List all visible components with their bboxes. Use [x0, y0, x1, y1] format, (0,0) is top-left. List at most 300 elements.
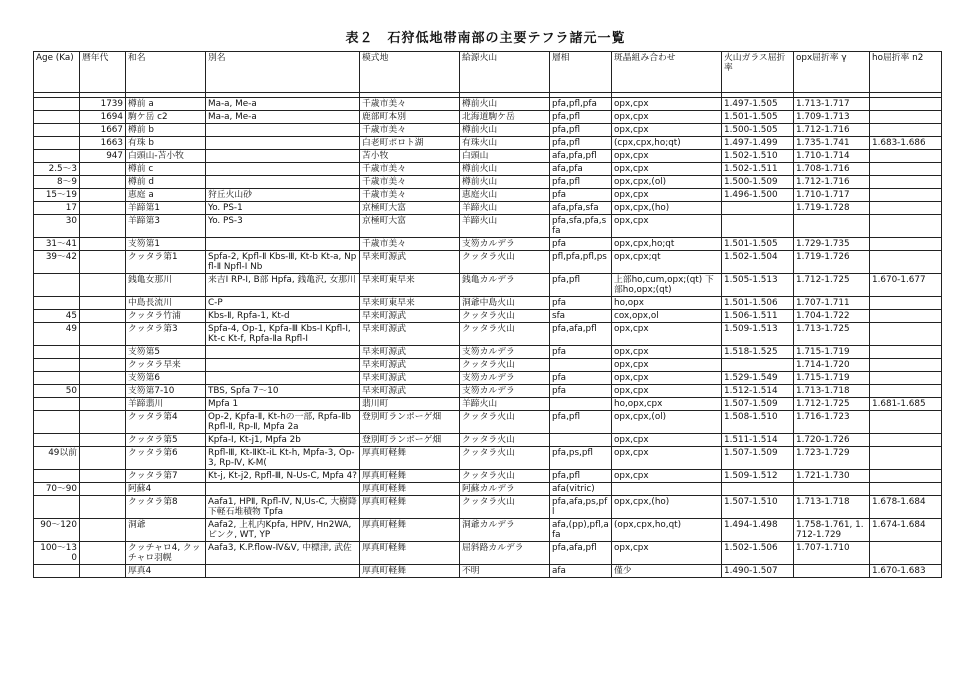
cell-calendar [80, 411, 126, 434]
cell-phenocryst: 僅少 [612, 565, 722, 578]
cell-type-locality: 白老町ポロト湖 [360, 137, 460, 150]
cell-facies: afa,pfa,sfa [550, 202, 612, 215]
cell-calendar [80, 310, 126, 323]
cell-source-volcano: クッタラ火山 [460, 447, 550, 470]
table-row [34, 372, 942, 385]
cell-source-volcano: 支笏カルデラ [460, 372, 550, 385]
cell-type-locality: 千歳市美々 [360, 238, 460, 251]
cell-ho-ri: 1.678-1.684 [870, 496, 942, 519]
table-row [34, 323, 942, 346]
table-row [34, 137, 942, 150]
cell-type-locality: 千歳市美々 [360, 163, 460, 176]
cell-source-volcano: 北海道駒ケ岳 [460, 111, 550, 124]
cell-alias: Spfa-4, Op-1, Kpfa-Ⅲ Kbs-Ⅰ Kpfl-Ⅰ, Kt-c Kt-f, Rpfa-Ⅱa Rpfl-Ⅰ [206, 323, 360, 346]
cell-alias [206, 163, 360, 176]
table-row [34, 251, 942, 274]
cell-source-volcano: クッタラ火山 [460, 359, 550, 372]
cell-source-volcano: 屈斜路カルデラ [460, 542, 550, 565]
cell-calendar [80, 202, 126, 215]
header-calendar: 暦年代 [80, 52, 126, 93]
cell-type-locality: 苫小牧 [360, 150, 460, 163]
cell-type-locality: 京極町大富 [360, 202, 460, 215]
cell-glass-ri: 1.496-1.500 [722, 189, 794, 202]
cell-phenocryst: 上部ho,cum,opx;(qt) 下部ho,opx;(qt) [612, 274, 722, 297]
cell-type-locality: 厚真町軽舞 [360, 542, 460, 565]
cell-age [34, 359, 80, 372]
cell-facies [550, 398, 612, 411]
cell-name: 白頭山-苫小牧 [126, 150, 206, 163]
cell-glass-ri: 1.497-1.505 [722, 98, 794, 111]
cell-type-locality: 早来町源武 [360, 359, 460, 372]
cell-ho-ri: 1.670-1.677 [870, 274, 942, 297]
cell-opx-ri: 1.712-1.725 [794, 398, 870, 411]
cell-source-volcano: 不明 [460, 565, 550, 578]
cell-alias [206, 176, 360, 189]
cell-type-locality: 登別町ランボーゲ畑 [360, 434, 460, 447]
cell-facies: pfa [550, 385, 612, 398]
cell-name: 支笏第1 [126, 238, 206, 251]
cell-type-locality: 早来町源武 [360, 385, 460, 398]
cell-alias [206, 137, 360, 150]
cell-facies: pfa [550, 372, 612, 385]
header-alias: 別名 [206, 52, 360, 93]
cell-name: クッタラ第4 [126, 411, 206, 434]
cell-name: クッタラ第1 [126, 251, 206, 274]
cell-facies: pfa,pfl [550, 274, 612, 297]
cell-glass-ri: 1.494-1.498 [722, 519, 794, 542]
cell-ho-ri [870, 372, 942, 385]
cell-alias: 来吉Ⅰ RP-Ⅰ, B部 Hpfa, 銭亀沢, 女那川 [206, 274, 360, 297]
cell-phenocryst: opx,cpx,(ho) [612, 202, 722, 215]
cell-facies: pfa,sfa,pfa,sfa [550, 215, 612, 238]
cell-calendar: 1694 [80, 111, 126, 124]
cell-opx-ri: 1.710-1.714 [794, 150, 870, 163]
cell-facies: afa(vitric) [550, 483, 612, 496]
cell-source-volcano: 樽前火山 [460, 176, 550, 189]
cell-phenocryst: opx,cpx [612, 124, 722, 137]
cell-ho-ri [870, 150, 942, 163]
cell-phenocryst: opx,cpx [612, 542, 722, 565]
table-row [34, 483, 942, 496]
cell-calendar [80, 189, 126, 202]
cell-ho-ri [870, 251, 942, 274]
cell-alias: Kbs-Ⅱ, Rpfa-1, Kt-d [206, 310, 360, 323]
cell-calendar: 1663 [80, 137, 126, 150]
cell-type-locality: 早来町東早来 [360, 274, 460, 297]
cell-glass-ri: 1.502-1.511 [722, 163, 794, 176]
cell-opx-ri: 1.707-1.711 [794, 297, 870, 310]
cell-alias: 狩丘火山砂 [206, 189, 360, 202]
cell-glass-ri: 1.507-1.509 [722, 447, 794, 470]
cell-opx-ri: 1.710-1.717 [794, 189, 870, 202]
header-glass-ri: 火山ガラス屈折率 [722, 52, 794, 93]
cell-alias: TBS, Spfa 7～10 [206, 385, 360, 398]
table-row [34, 98, 942, 111]
cell-alias [206, 565, 360, 578]
cell-alias [206, 238, 360, 251]
cell-type-locality: 厚真町軽舞 [360, 565, 460, 578]
cell-age: 49以前 [34, 447, 80, 470]
cell-name: クッタラ第6 [126, 447, 206, 470]
cell-phenocryst: opx,cpx [612, 359, 722, 372]
cell-facies: pfa,pfl [550, 176, 612, 189]
header-age: Age (Ka) [34, 52, 80, 93]
cell-opx-ri: 1.709-1.713 [794, 111, 870, 124]
cell-calendar [80, 447, 126, 470]
cell-ho-ri [870, 111, 942, 124]
cell-phenocryst [612, 483, 722, 496]
table-row [34, 519, 942, 542]
cell-facies: pfa,afa,pfl [550, 542, 612, 565]
table-row [34, 150, 942, 163]
cell-opx-ri: 1.704-1.722 [794, 310, 870, 323]
cell-facies: afa,pfa [550, 163, 612, 176]
table-row [34, 163, 942, 176]
cell-age [34, 496, 80, 519]
cell-calendar: 1667 [80, 124, 126, 137]
cell-age: 90～120 [34, 519, 80, 542]
cell-opx-ri: 1.712-1.716 [794, 124, 870, 137]
cell-glass-ri: 1.508-1.510 [722, 411, 794, 434]
cell-type-locality: 鹿部町本別 [360, 111, 460, 124]
cell-calendar [80, 398, 126, 411]
cell-facies: pfa,afa,ps,pfl [550, 496, 612, 519]
cell-phenocryst: opx,cpx [612, 372, 722, 385]
cell-phenocryst: ho,opx,cpx [612, 398, 722, 411]
table-row [34, 202, 942, 215]
cell-type-locality: 翡川町 [360, 398, 460, 411]
cell-phenocryst: opx,cpx,(ho) [612, 496, 722, 519]
cell-ho-ri [870, 434, 942, 447]
table-row [34, 297, 942, 310]
cell-glass-ri [722, 359, 794, 372]
cell-age: 15～19 [34, 189, 80, 202]
cell-facies: pfa [550, 346, 612, 359]
cell-facies: pfa [550, 297, 612, 310]
cell-alias: Aafa3, K.P.flow-Ⅳ&Ⅴ, 中標津, 武佐 [206, 542, 360, 565]
table-row [34, 542, 942, 565]
cell-phenocryst: opx,cpx [612, 150, 722, 163]
cell-age: 8～9 [34, 176, 80, 189]
cell-phenocryst: opx,cpx [612, 447, 722, 470]
cell-calendar [80, 519, 126, 542]
cell-age: 49 [34, 323, 80, 346]
cell-facies: pfl,pfa,pfl,ps [550, 251, 612, 274]
cell-type-locality: 千歳市美々 [360, 124, 460, 137]
cell-type-locality: 厚真町軽舞 [360, 496, 460, 519]
cell-name: クッタラ第7 [126, 470, 206, 483]
header-name: 和名 [126, 52, 206, 93]
cell-opx-ri: 1.715-1.719 [794, 372, 870, 385]
cell-phenocryst: opx,cpx [612, 434, 722, 447]
cell-age [34, 98, 80, 111]
cell-alias [206, 124, 360, 137]
cell-phenocryst: opx,cpx [612, 111, 722, 124]
cell-opx-ri: 1.719-1.726 [794, 251, 870, 274]
cell-ho-ri [870, 346, 942, 359]
cell-type-locality: 早来町東早来 [360, 297, 460, 310]
header-row [34, 52, 942, 93]
cell-type-locality: 登別町ランポーゲ畑 [360, 411, 460, 434]
cell-name: 樽前 a [126, 98, 206, 111]
cell-age [34, 565, 80, 578]
cell-facies: pfa,pfl [550, 470, 612, 483]
cell-calendar [80, 372, 126, 385]
cell-opx-ri: 1.723-1.729 [794, 447, 870, 470]
cell-alias: Aafa2, 上札内Kpfa, HPⅣ, Hn2WA, ピンク, WT, YP [206, 519, 360, 542]
cell-phenocryst: opx,cpx [612, 98, 722, 111]
cell-opx-ri: 1.712-1.716 [794, 176, 870, 189]
cell-opx-ri: 1.713-1.725 [794, 323, 870, 346]
cell-opx-ri: 1.713-1.718 [794, 496, 870, 519]
cell-name: クッタラ第3 [126, 323, 206, 346]
cell-age: 30 [34, 215, 80, 238]
cell-ho-ri [870, 483, 942, 496]
table-row [34, 274, 942, 297]
cell-glass-ri: 1.509-1.512 [722, 470, 794, 483]
cell-phenocryst: opx,cpx [612, 470, 722, 483]
cell-age: 100～130 [34, 542, 80, 565]
cell-source-volcano: 支笏カルデラ [460, 385, 550, 398]
cell-phenocryst: opx,cpx [612, 215, 722, 238]
cell-phenocryst: opx,cpx,(ol) [612, 176, 722, 189]
header-source-volcano: 給源火山 [460, 52, 550, 93]
cell-name: 支笏第7-10 [126, 385, 206, 398]
cell-phenocryst: opx,cpx;qt [612, 251, 722, 274]
header-type-locality: 模式地 [360, 52, 460, 93]
cell-ho-ri [870, 189, 942, 202]
table-row [34, 496, 942, 519]
cell-facies: pfa,ps,pfl [550, 447, 612, 470]
cell-facies: pfa,pfl [550, 124, 612, 137]
cell-glass-ri: 1.518-1.525 [722, 346, 794, 359]
cell-alias: Aafa1, HPⅡ, Rpfl-Ⅳ, N,Us-C, 大樹降下軽石堆積物 Tpfa [206, 496, 360, 519]
cell-phenocryst: opx,cpx [612, 323, 722, 346]
cell-type-locality: 千歳市美々 [360, 176, 460, 189]
cell-age: 17 [34, 202, 80, 215]
cell-type-locality: 早来町源武 [360, 346, 460, 359]
cell-source-volcano: 阿蘇カルデラ [460, 483, 550, 496]
cell-name: 羊蹄第1 [126, 202, 206, 215]
cell-type-locality: 早来町源武 [360, 310, 460, 323]
cell-alias: Yo. PS-3 [206, 215, 360, 238]
cell-alias [206, 346, 360, 359]
cell-age [34, 150, 80, 163]
cell-phenocryst: (cpx,cpx,ho;qt) [612, 137, 722, 150]
cell-alias [206, 359, 360, 372]
cell-glass-ri: 1.507-1.509 [722, 398, 794, 411]
cell-age [34, 297, 80, 310]
cell-glass-ri: 1.502-1.504 [722, 251, 794, 274]
cell-glass-ri [722, 202, 794, 215]
cell-name: 洞爺 [126, 519, 206, 542]
table-row [34, 346, 942, 359]
cell-facies [550, 434, 612, 447]
cell-opx-ri [794, 565, 870, 578]
table-row [34, 385, 942, 398]
cell-opx-ri: 1.735-1.741 [794, 137, 870, 150]
cell-source-volcano: 恵庭火山 [460, 189, 550, 202]
cell-source-volcano: 羊蹄火山 [460, 202, 550, 215]
cell-calendar [80, 385, 126, 398]
cell-age: 45 [34, 310, 80, 323]
cell-source-volcano: クッタラ火山 [460, 310, 550, 323]
cell-phenocryst: opx,cpx,(ol) [612, 411, 722, 434]
cell-glass-ri: 1.501-1.506 [722, 297, 794, 310]
cell-name: 駒ケ岳 c2 [126, 111, 206, 124]
cell-type-locality: 京極町大富 [360, 215, 460, 238]
cell-phenocryst: opx,cpx,ho;qt [612, 238, 722, 251]
table-row [34, 411, 942, 434]
cell-ho-ri: 1.670-1.683 [870, 565, 942, 578]
cell-source-volcano: 有珠火山 [460, 137, 550, 150]
cell-ho-ri [870, 297, 942, 310]
table-row [34, 176, 942, 189]
cell-alias: Kt-j, Kt-j2, Rpfl-Ⅲ, N-Us-C, Mpfa 4? [206, 470, 360, 483]
cell-opx-ri: 1.708-1.716 [794, 163, 870, 176]
cell-phenocryst: opx,cpx [612, 163, 722, 176]
cell-opx-ri: 1.707-1.710 [794, 542, 870, 565]
cell-facies: pfa [550, 189, 612, 202]
table-row [34, 447, 942, 470]
cell-facies: pfa,pfl [550, 411, 612, 434]
cell-ho-ri [870, 411, 942, 434]
cell-source-volcano: クッタラ火山 [460, 251, 550, 274]
cell-phenocryst: opx,cpx [612, 346, 722, 359]
cell-glass-ri [722, 483, 794, 496]
cell-opx-ri: 1.758-1.761, 1.712-1.729 [794, 519, 870, 542]
cell-age [34, 274, 80, 297]
cell-opx-ri [794, 483, 870, 496]
cell-facies: sfa [550, 310, 612, 323]
cell-calendar [80, 470, 126, 483]
cell-source-volcano: クッタラ火山 [460, 496, 550, 519]
cell-name: 羊蹄第3 [126, 215, 206, 238]
cell-age [34, 398, 80, 411]
cell-age: 50 [34, 385, 80, 398]
table-row [34, 565, 942, 578]
cell-name: 銭亀女那川 [126, 274, 206, 297]
cell-opx-ri [794, 215, 870, 238]
cell-name: 樽前 b [126, 124, 206, 137]
cell-calendar [80, 483, 126, 496]
cell-glass-ri: 1.529-1.549 [722, 372, 794, 385]
cell-ho-ri [870, 215, 942, 238]
cell-calendar [80, 346, 126, 359]
cell-source-volcano: クッタラ火山 [460, 434, 550, 447]
cell-source-volcano: 銭亀カルデラ [460, 274, 550, 297]
cell-name: クッタラ早来 [126, 359, 206, 372]
cell-source-volcano: クッタラ火山 [460, 411, 550, 434]
cell-facies [550, 359, 612, 372]
cell-opx-ri: 1.715-1.719 [794, 346, 870, 359]
cell-phenocryst: ho,opx [612, 297, 722, 310]
cell-age [34, 137, 80, 150]
cell-ho-ri [870, 542, 942, 565]
cell-calendar [80, 297, 126, 310]
cell-name: クッチャロ4, クッチャロ羽幌 [126, 542, 206, 565]
cell-glass-ri: 1.511-1.514 [722, 434, 794, 447]
cell-phenocryst: (opx,cpx,ho,qt) [612, 519, 722, 542]
cell-glass-ri: 1.509-1.513 [722, 323, 794, 346]
cell-alias: Spfa-2, Kpfl-Ⅱ Kbs-Ⅲ, Kt-b Kt-a, Npfl-Ⅱ Npfl-Ⅰ Nb [206, 251, 360, 274]
cell-ho-ri [870, 447, 942, 470]
cell-glass-ri: 1.500-1.505 [722, 124, 794, 137]
cell-calendar [80, 359, 126, 372]
cell-opx-ri: 1.716-1.723 [794, 411, 870, 434]
cell-type-locality: 千歳市美々 [360, 98, 460, 111]
table-row [34, 215, 942, 238]
cell-ho-ri [870, 98, 942, 111]
cell-age [34, 372, 80, 385]
cell-calendar [80, 238, 126, 251]
cell-calendar [80, 496, 126, 519]
cell-calendar: 1739 [80, 98, 126, 111]
cell-ho-ri: 1.683-1.686 [870, 137, 942, 150]
cell-ho-ri [870, 124, 942, 137]
cell-phenocryst: cox,opx,ol [612, 310, 722, 323]
cell-facies: pfa,pfl,pfa [550, 98, 612, 111]
cell-facies: pfa [550, 238, 612, 251]
cell-opx-ri: 1.713-1.718 [794, 385, 870, 398]
cell-alias: Kpfa-Ⅰ, Kt-j1, Mpfa 2b [206, 434, 360, 447]
cell-alias: Op-2, Kpfa-Ⅱ, Kt-hの一部, Rpfa-Ⅱb Rpfl-Ⅱ, Rp-Ⅱ, Mpfa 2a [206, 411, 360, 434]
cell-alias: Ma-a, Me-a [206, 98, 360, 111]
cell-type-locality: 厚真町軽舞 [360, 447, 460, 470]
cell-facies: afa [550, 565, 612, 578]
cell-alias: Ma-a, Me-a [206, 111, 360, 124]
cell-source-volcano: 樽前火山 [460, 163, 550, 176]
cell-name: 樽前 d [126, 176, 206, 189]
cell-phenocryst: opx,cpx [612, 385, 722, 398]
header-facies: 層相 [550, 52, 612, 93]
table-row [34, 398, 942, 411]
cell-calendar [80, 323, 126, 346]
cell-glass-ri: 1.502-1.506 [722, 542, 794, 565]
table-row [34, 470, 942, 483]
cell-ho-ri [870, 310, 942, 323]
cell-opx-ri: 1.713-1.717 [794, 98, 870, 111]
header-phenocryst: 斑晶組み合わせ [612, 52, 722, 93]
cell-ho-ri [870, 163, 942, 176]
cell-age: 31～41 [34, 238, 80, 251]
cell-source-volcano: 羊蹄火山 [460, 215, 550, 238]
cell-calendar [80, 176, 126, 189]
cell-type-locality: 早来町源武 [360, 251, 460, 274]
cell-calendar [80, 274, 126, 297]
cell-facies: pfa,pfl [550, 137, 612, 150]
cell-alias: Mpfa 1 [206, 398, 360, 411]
cell-age [34, 346, 80, 359]
cell-ho-ri [870, 238, 942, 251]
cell-calendar [80, 565, 126, 578]
cell-glass-ri: 1.507-1.510 [722, 496, 794, 519]
cell-type-locality: 厚真町軽舞 [360, 470, 460, 483]
cell-source-volcano: 支笏カルデラ [460, 346, 550, 359]
cell-name: 厚真4 [126, 565, 206, 578]
cell-alias: C-P [206, 297, 360, 310]
cell-ho-ri [870, 323, 942, 346]
cell-alias [206, 372, 360, 385]
cell-source-volcano: 羊蹄火山 [460, 398, 550, 411]
cell-facies: afa,(pp),pfl,afa [550, 519, 612, 542]
cell-type-locality: 厚真町軽舞 [360, 519, 460, 542]
cell-glass-ri: 1.501-1.505 [722, 111, 794, 124]
cell-ho-ri: 1.674-1.684 [870, 519, 942, 542]
cell-calendar [80, 434, 126, 447]
cell-name: 樽前 c [126, 163, 206, 176]
cell-ho-ri [870, 202, 942, 215]
